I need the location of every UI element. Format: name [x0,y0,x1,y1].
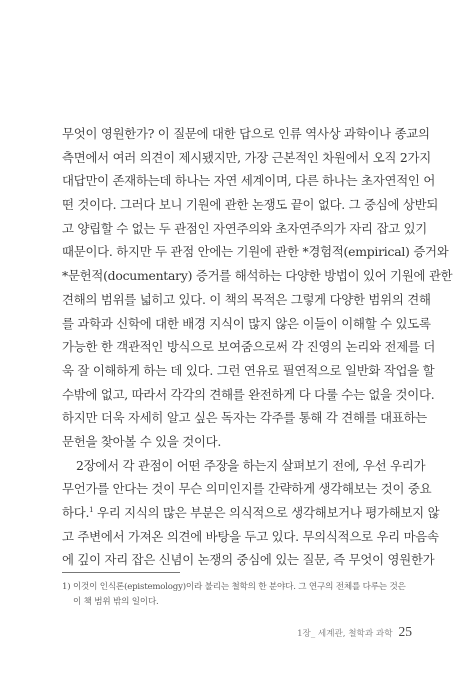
text-line-with-footnote-ref [62,501,440,525]
text-line: 수밖에 없고, 따라서 각각의 견해를 완전하게 다 다룰 수는 없을 것이다. [62,386,435,402]
page-number: 25 [398,624,412,639]
text-line: 무엇이 영원한가? 이 질문에 대한 답으로 인류 역사상 과학이나 종교의 [62,126,430,141]
text-line: 고 양립할 수 없는 두 관점인 자연주의와 초자연주의가 자리 잡고 있기 [62,220,428,236]
chapter-title: 1장_ 세계관, 철학과 과학 [297,629,393,639]
paragraph-1 [62,122,453,454]
text-line: *문헌적(documentary) 증거를 해석하는 다양한 방법이 있어 기원에 관한 [62,268,453,284]
text-segment: 하다. [62,505,90,520]
footnotes [62,580,412,610]
text-line: 를 과학과 신학에 대한 배경 지식이 많지 않은 이들이 이해할 수 있도록 [62,315,431,331]
text-line: 측면에서 여러 의견이 제시됐지만, 가장 근본적인 차원에서 오직 2가지 [62,149,431,165]
text-line: 견해의 범위를 넓히고 있다. 이 책의 목적은 그렇게 다양한 범위의 견해 [62,291,431,307]
text-line: 가능한 한 객관적인 방식으로 보여줌으로써 각 진영의 논리와 전제를 더 [62,339,436,355]
running-footer [297,624,412,640]
text-line: 욱 잘 이해하게 하는 데 있다. 그런 연유로 필연적으로 일반화 작업을 할 [62,362,435,378]
paragraph-2 [62,454,440,572]
text-line: 무언가를 안다는 것이 무슨 의미인지를 간략하게 생각해보는 것이 중요 [62,481,432,497]
text-line: 대답만이 존재하는데 하나는 자연 세계이며, 다른 하나는 초자연적인 어 [62,173,436,189]
text-line: 에 깊이 자리 잡은 신념이 논쟁의 중심에 있는 질문, 즉 무엇이 영원한가 [62,552,435,568]
text-line: 떤 것이다. 그러다 보니 기원에 관한 논쟁도 끝이 없다. 그 중심에 상반되 [62,197,439,213]
text-segment: 우리 지식의 많은 부분은 의식적으로 생각해보거나 평가해보지 않 [93,505,440,520]
text-line: 고 주변에서 가져온 의견에 바탕을 두고 있다. 무의식적으로 우리 마음속 [62,528,439,544]
footnote-divider [62,572,180,573]
footnote-text: 이 책 범위 밖의 일이다. [73,597,159,607]
body-text [62,122,453,572]
text-line: 때문이다. 하지만 두 관점 안에는 기원에 관한 *경험적(empirical) 증거와 [62,244,449,260]
text-line: 하지만 더욱 자세히 알고 싶은 독자는 각주를 통해 각 견해를 대표하는 [62,410,428,426]
footnote-text: 1) 이것이 인식론(epistemology)이라 불리는 철학의 한 분야다. 그 연구의 전체를 다루는 것은 [62,582,406,592]
text-line: 2장에서 각 관점이 어떤 주장을 하는지 살펴보기 전에, 우선 우리가 [76,457,426,473]
text-line: 문헌을 찾아볼 수 있을 것이다. [62,433,222,449]
footnote-reference: 1 [89,506,94,514]
